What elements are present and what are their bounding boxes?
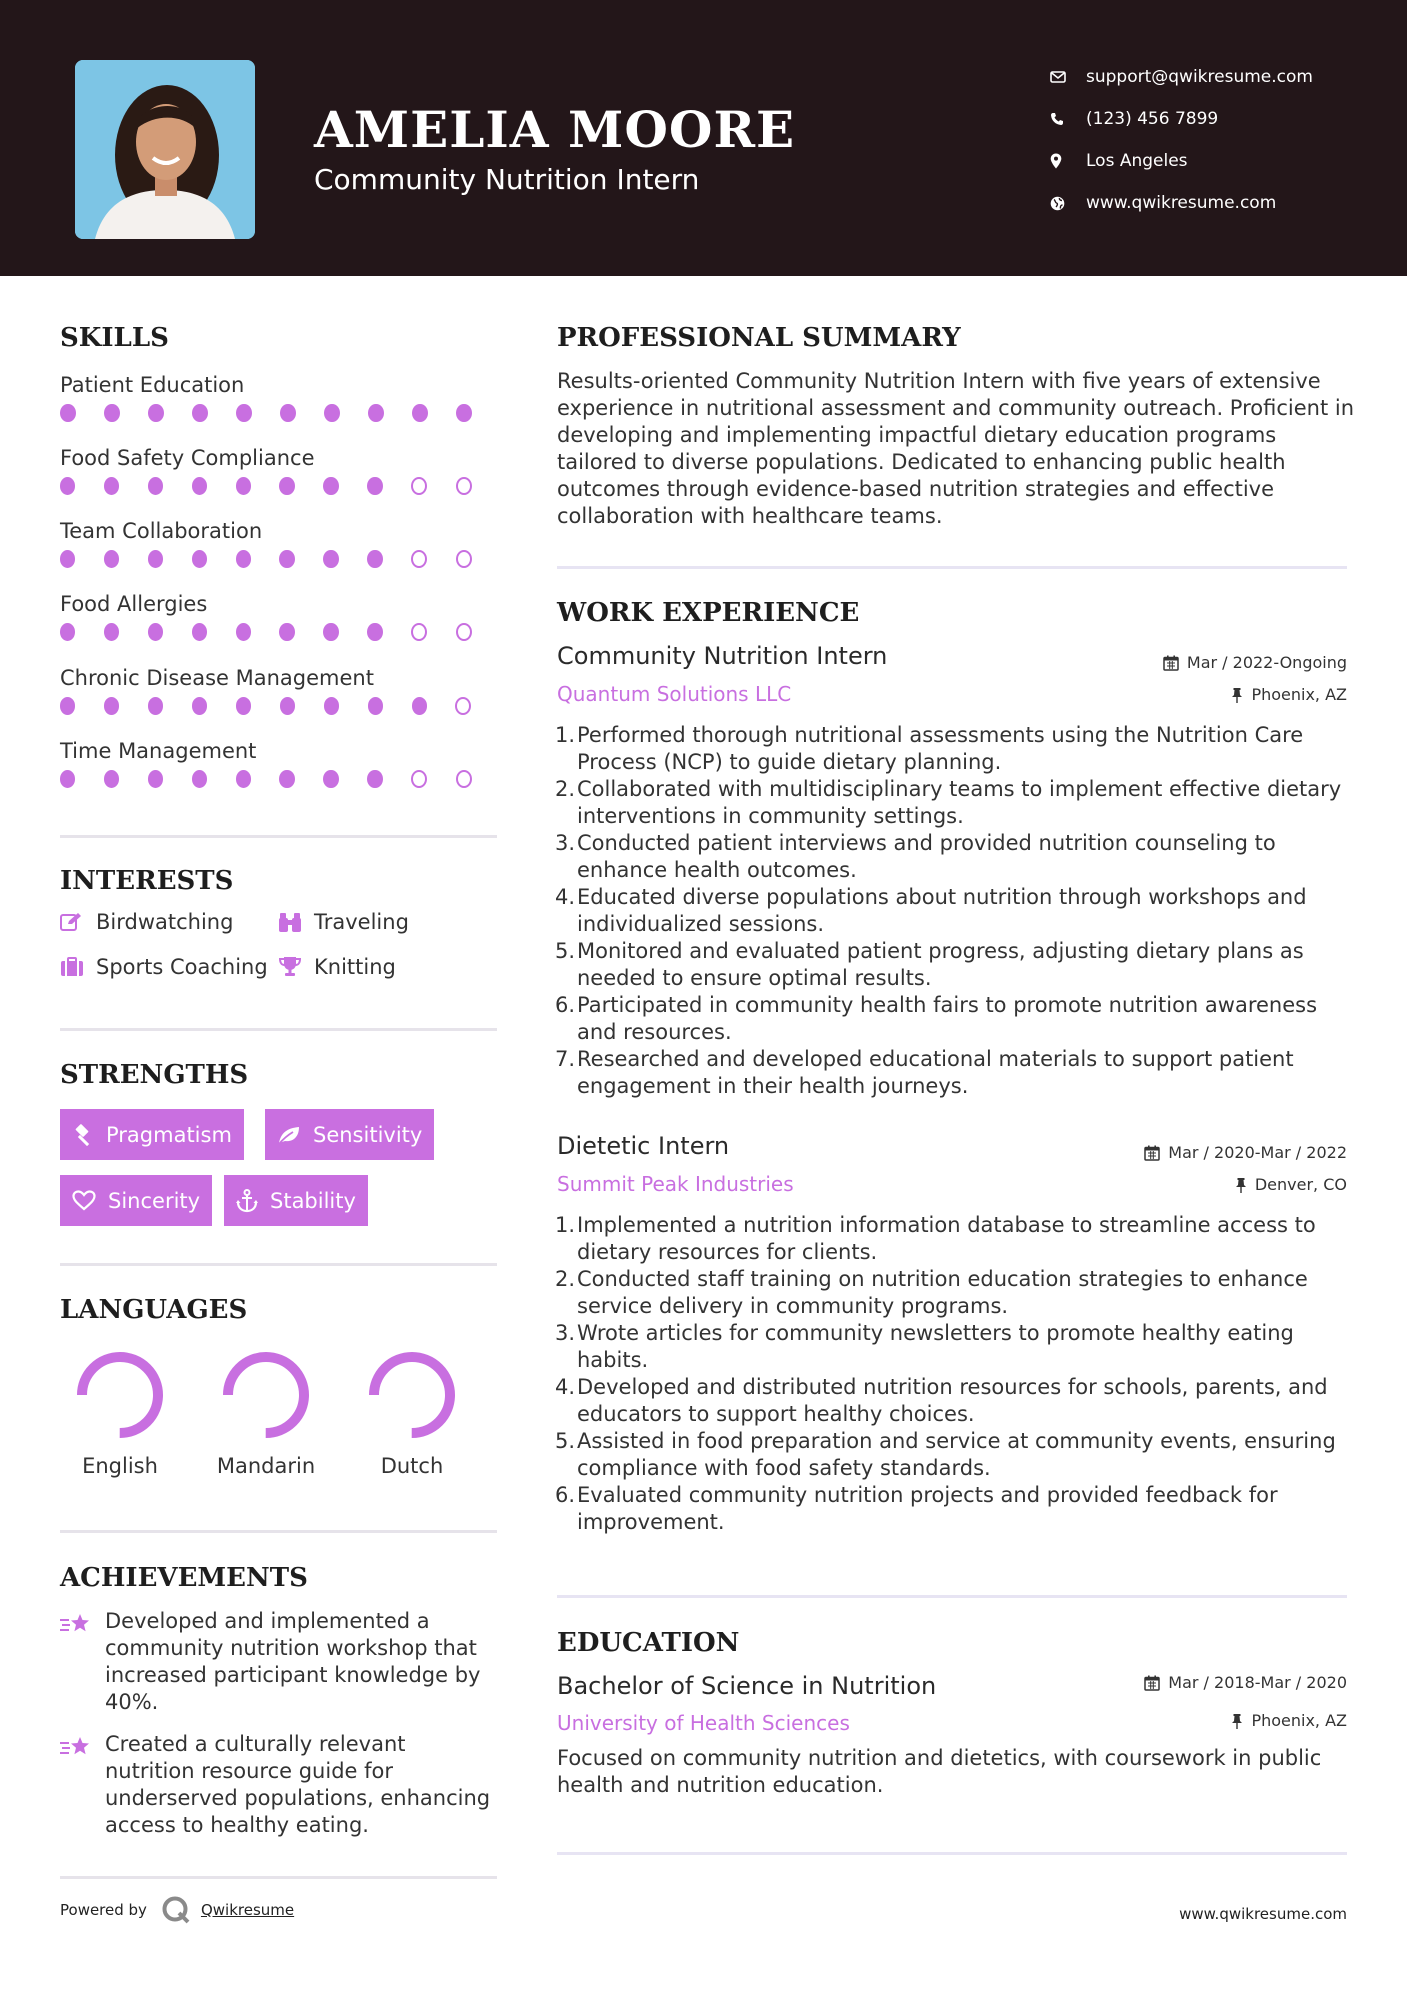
rating-dot-filled	[104, 697, 119, 715]
rating-dot-filled	[323, 770, 338, 788]
job-location-text: Phoenix, AZ	[1251, 685, 1347, 704]
language-name: Mandarin	[216, 1454, 316, 1478]
rating-dot-filled	[324, 697, 339, 715]
education-description: Focused on community nutrition and dietetics, with coursework in public health and nutrition education.	[557, 1746, 1322, 1797]
rating-dot-filled	[60, 623, 75, 641]
interest-label: Birdwatching	[96, 910, 234, 934]
qwikresume-logo-icon	[161, 1895, 191, 1925]
skills-heading: SKILLS	[60, 323, 169, 353]
responsibility-text: Conducted staff training on nutrition education strategies to enhance service delivery in community programs.	[577, 1267, 1308, 1318]
language-item	[342, 1350, 482, 1478]
rating-dot-filled	[60, 404, 76, 422]
list-number: 5.	[554, 1429, 575, 1453]
section-divider	[60, 1028, 497, 1031]
job-role: Community Nutrition Intern	[557, 642, 888, 670]
responsibility-item	[553, 1046, 1353, 1100]
calendar-icon	[1144, 1145, 1160, 1161]
section-divider	[60, 1263, 497, 1266]
job-dates-text: Mar / 2022-Ongoing	[1186, 653, 1347, 672]
education-dates	[1144, 1673, 1347, 1692]
job-responsibilities	[553, 1212, 1353, 1536]
calendar-icon	[1163, 655, 1179, 671]
rating-dot-filled	[456, 404, 472, 422]
strength-label: Pragmatism	[106, 1122, 232, 1147]
rating-dot-filled	[60, 477, 75, 495]
rating-dot-empty	[456, 770, 472, 788]
responsibility-text: Evaluated community nutrition projects and provided feedback for improvement.	[577, 1483, 1278, 1534]
calendar-icon	[1144, 1675, 1160, 1691]
rating-dot-filled	[323, 623, 338, 641]
interest-label: Knitting	[314, 955, 396, 979]
skill-rating	[60, 550, 500, 568]
rating-dot-filled	[236, 697, 251, 715]
list-number: 3.	[554, 831, 575, 855]
achievement-item	[60, 1731, 500, 1839]
responsibility-item	[553, 722, 1353, 776]
pushpin-icon	[1235, 1177, 1247, 1193]
strength-tag	[60, 1109, 244, 1160]
rating-dot-filled	[104, 477, 119, 495]
languages-heading: LANGUAGES	[60, 1295, 248, 1325]
job-dates-text: Mar / 2020-Mar / 2022	[1168, 1143, 1347, 1162]
rating-dot-empty	[411, 477, 427, 495]
rating-dot-filled	[148, 550, 163, 568]
skill-item	[60, 663, 500, 715]
education-location	[1231, 1711, 1347, 1730]
rating-dot-filled	[280, 697, 295, 715]
rating-dot-filled	[368, 697, 383, 715]
rating-dot-filled	[148, 477, 163, 495]
education-school: University of Health Sciences	[557, 1711, 850, 1735]
rating-dot-filled	[367, 623, 382, 641]
skill-item	[60, 443, 500, 495]
rating-dot-filled	[280, 404, 296, 422]
responsibility-item	[553, 938, 1353, 992]
skill-rating	[60, 697, 500, 715]
contact-list	[1050, 56, 1313, 224]
achievement-text: Created a culturally relevant nutrition resource guide for underserved populations, enhancing access to healthy eating.	[105, 1732, 491, 1837]
rating-dot-filled	[279, 550, 294, 568]
job-location-text: Denver, CO	[1254, 1175, 1347, 1194]
responsibility-item	[553, 1374, 1353, 1428]
strength-label: Sincerity	[108, 1188, 201, 1213]
language-level-ring	[75, 1350, 165, 1440]
rating-dot-empty	[411, 623, 427, 641]
rating-dot-filled	[60, 770, 75, 788]
rating-dot-filled	[104, 550, 119, 568]
rating-dot-filled	[148, 623, 163, 641]
language-item	[196, 1350, 336, 1478]
language-level-ring	[367, 1350, 457, 1440]
job-responsibilities	[553, 722, 1353, 1100]
list-number: 2.	[554, 777, 575, 801]
rating-dot-filled	[236, 404, 252, 422]
pushpin-icon	[1231, 1713, 1243, 1729]
shooting-star-icon	[60, 1731, 105, 1839]
contact-email[interactable]	[1050, 56, 1313, 98]
powered-by-text: Powered by	[60, 1901, 147, 1919]
contact-website[interactable]	[1050, 182, 1313, 224]
section-divider	[557, 1595, 1347, 1598]
education-degree: Bachelor of Science in Nutrition	[557, 1672, 937, 1700]
responsibility-item	[553, 1266, 1353, 1320]
contact-location	[1050, 140, 1313, 182]
trophy-icon	[278, 956, 314, 978]
rating-dot-filled	[367, 770, 382, 788]
responsibility-item	[553, 1212, 1353, 1266]
strengths-heading: STRENGTHS	[60, 1060, 249, 1090]
rating-dot-filled	[192, 477, 207, 495]
job-company: Quantum Solutions LLC	[557, 682, 792, 706]
responsibility-text: Assisted in food preparation and service at community events, ensuring compliance with food safety standards.	[577, 1429, 1336, 1480]
responsibility-item	[553, 1428, 1353, 1482]
job-location	[1235, 1175, 1347, 1194]
job-dates	[1163, 653, 1347, 672]
skill-name: Chronic Disease Management	[60, 666, 374, 690]
section-divider	[60, 1530, 497, 1533]
strength-tag	[60, 1175, 212, 1226]
rating-dot-empty	[411, 770, 427, 788]
anchor-icon	[236, 1189, 258, 1213]
rating-dot-filled	[104, 623, 119, 641]
list-number: 1.	[554, 1213, 575, 1237]
list-number: 2.	[554, 1267, 575, 1291]
rating-dot-filled	[148, 770, 163, 788]
section-divider	[557, 566, 1347, 569]
interests-heading: INTERESTS	[60, 866, 234, 896]
rating-dot-filled	[279, 623, 294, 641]
rating-dot-empty	[456, 477, 472, 495]
envelope-icon	[1050, 71, 1086, 83]
interest-item	[60, 910, 233, 934]
resume-header	[0, 0, 1407, 276]
rating-dot-filled	[148, 697, 163, 715]
globe-icon	[1050, 196, 1086, 211]
list-number: 3.	[554, 1321, 575, 1345]
skill-item	[60, 589, 500, 641]
skill-name: Patient Education	[60, 373, 245, 397]
contact-website-text: www.qwikresume.com	[1086, 193, 1277, 213]
interest-label: Sports Coaching	[96, 955, 268, 979]
interest-item	[60, 955, 268, 979]
skill-item	[60, 736, 500, 788]
skill-item	[60, 516, 500, 568]
rating-dot-empty	[456, 550, 472, 568]
rating-dot-empty	[455, 697, 471, 715]
list-number: 1.	[554, 723, 575, 747]
responsibility-item	[553, 884, 1353, 938]
job-dates	[1144, 1143, 1347, 1162]
responsibility-item	[553, 776, 1353, 830]
rating-dot-filled	[324, 404, 340, 422]
interest-label: Traveling	[314, 910, 409, 934]
rating-dot-filled	[192, 550, 207, 568]
interest-item	[278, 955, 396, 979]
experience-heading: WORK EXPERIENCE	[557, 598, 860, 628]
language-level-arc	[228, 1357, 304, 1433]
skill-rating	[60, 477, 500, 495]
responsibility-item	[553, 830, 1353, 884]
skill-name: Time Management	[60, 739, 257, 763]
rating-dot-filled	[279, 477, 294, 495]
rating-dot-filled	[192, 623, 207, 641]
responsibility-item	[553, 1320, 1353, 1374]
strength-label: Sensitivity	[313, 1122, 423, 1147]
rating-dot-filled	[368, 404, 384, 422]
list-number: 6.	[554, 1483, 575, 1507]
responsibility-text: Educated diverse populations about nutrition through workshops and individualized sessions.	[577, 885, 1307, 936]
pencil-square-icon	[60, 912, 96, 932]
rating-dot-filled	[192, 697, 207, 715]
candidate-name: AMELIA MOORE	[314, 100, 796, 159]
rating-dot-filled	[279, 770, 294, 788]
education-dates-text: Mar / 2018-Mar / 2020	[1168, 1673, 1347, 1692]
language-item	[50, 1350, 190, 1478]
skill-name: Food Safety Compliance	[60, 446, 315, 470]
summary-heading: PROFESSIONAL SUMMARY	[557, 323, 961, 353]
binoculars-icon	[278, 911, 314, 933]
list-number: 5.	[554, 939, 575, 963]
rating-dot-filled	[236, 623, 251, 641]
shooting-star-icon	[60, 1608, 105, 1716]
language-level-ring	[221, 1350, 311, 1440]
responsibility-text: Wrote articles for community newsletters to promote healthy eating habits.	[577, 1321, 1294, 1372]
rating-dot-filled	[367, 477, 382, 495]
section-divider	[557, 1852, 1347, 1855]
education-location-text: Phoenix, AZ	[1251, 1711, 1347, 1730]
strength-tag	[265, 1109, 434, 1160]
gavel-icon	[72, 1124, 94, 1146]
rating-dot-filled	[236, 770, 251, 788]
list-number: 6.	[554, 993, 575, 1017]
education-heading: EDUCATION	[557, 1628, 740, 1658]
rating-dot-filled	[148, 404, 164, 422]
contact-phone[interactable]	[1050, 98, 1313, 140]
contact-email-text: support@qwikresume.com	[1086, 67, 1313, 87]
location-pin-icon	[1050, 153, 1086, 169]
skill-rating	[60, 404, 500, 422]
summary-text: Results-oriented Community Nutrition Intern with five years of extensive experience in nutritional assessment and community outreach. Proficient in developing and implementing impactful dietary education programs tailored to diverse populations. Dedicated to enhancing public health outcomes through evidence-based nutrition strategies and effective collaboration with healthcare teams.	[557, 369, 1355, 528]
language-level-arc	[82, 1357, 158, 1433]
skill-rating	[60, 770, 500, 788]
strength-label: Stability	[270, 1188, 356, 1213]
rating-dot-filled	[367, 550, 382, 568]
rating-dot-filled	[412, 404, 428, 422]
rating-dot-filled	[323, 550, 338, 568]
language-name: Dutch	[380, 1454, 444, 1478]
achievement-text: Developed and implemented a community nutrition workshop that increased participant knowledge by 40%.	[105, 1609, 481, 1714]
responsibility-text: Collaborated with multidisciplinary teams to implement effective dietary interventions in community settings.	[577, 777, 1342, 828]
language-name: English	[82, 1454, 158, 1478]
responsibility-text: Monitored and evaluated patient progress, adjusting dietary plans as needed to ensure optimal results.	[577, 939, 1304, 990]
profile-photo	[75, 60, 255, 239]
rating-dot-filled	[236, 477, 251, 495]
responsibility-item	[553, 1482, 1353, 1536]
responsibility-text: Performed thorough nutritional assessments using the Nutrition Care Process (NCP) to guide dietary planning.	[577, 723, 1304, 774]
footer-website[interactable]: www.qwikresume.com	[1179, 1905, 1347, 1923]
rating-dot-filled	[192, 404, 208, 422]
list-number: 4.	[554, 885, 575, 909]
responsibility-text: Developed and distributed nutrition resources for schools, parents, and educators to support healthy choices.	[577, 1375, 1328, 1426]
job-location	[1231, 685, 1347, 704]
rating-dot-filled	[60, 697, 75, 715]
briefcase-icon	[60, 957, 96, 977]
interest-item	[278, 910, 409, 934]
rating-dot-filled	[323, 477, 338, 495]
rating-dot-filled	[412, 697, 427, 715]
skill-name: Team Collaboration	[60, 519, 263, 543]
contact-location-text: Los Angeles	[1086, 151, 1188, 171]
rating-dot-filled	[236, 550, 251, 568]
achievements-heading: ACHIEVEMENTS	[60, 1563, 308, 1593]
section-divider	[60, 1876, 497, 1879]
rating-dot-filled	[104, 770, 119, 788]
responsibility-text: Implemented a nutrition information database to streamline access to dietary resources for clients.	[577, 1213, 1316, 1264]
qwikresume-link[interactable]: Qwikresume	[200, 1901, 295, 1919]
leaf-icon	[277, 1125, 301, 1145]
rating-dot-filled	[60, 550, 75, 568]
pushpin-icon	[1231, 687, 1243, 703]
skill-item	[60, 370, 500, 422]
list-number: 4.	[554, 1375, 575, 1399]
skill-name: Food Allergies	[60, 592, 208, 616]
responsibility-text: Researched and developed educational materials to support patient engagement in their health journeys.	[577, 1047, 1294, 1098]
candidate-title: Community Nutrition Intern	[314, 163, 700, 196]
rating-dot-empty	[411, 550, 427, 568]
achievement-item	[60, 1608, 500, 1716]
job-company: Summit Peak Industries	[557, 1172, 794, 1196]
footer-powered-by	[60, 1895, 294, 1925]
strength-tag	[224, 1175, 368, 1226]
rating-dot-filled	[192, 770, 207, 788]
skill-rating	[60, 623, 500, 641]
list-number: 7.	[554, 1047, 575, 1071]
heart-icon	[72, 1190, 96, 1211]
section-divider	[60, 835, 497, 838]
rating-dot-empty	[456, 623, 472, 641]
contact-phone-text: (123) 456 7899	[1086, 109, 1219, 129]
responsibility-text: Conducted patient interviews and provided nutrition counseling to enhance health outcomes.	[577, 831, 1276, 882]
phone-icon	[1050, 112, 1086, 126]
responsibility-text: Participated in community health fairs to promote nutrition awareness and resources.	[577, 993, 1318, 1044]
job-role: Dietetic Intern	[557, 1132, 730, 1160]
rating-dot-filled	[104, 404, 120, 422]
responsibility-item	[553, 992, 1353, 1046]
language-level-arc	[374, 1357, 450, 1433]
